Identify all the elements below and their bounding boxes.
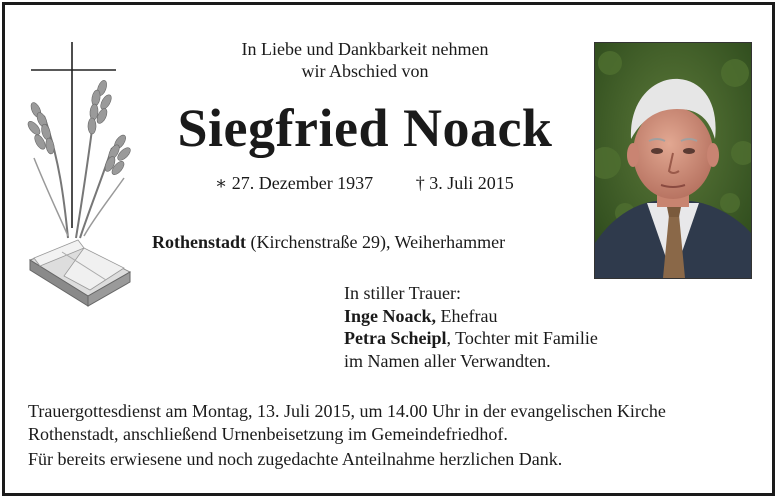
death-date: † 3. Juli 2015 [415,173,514,193]
town-name: Rothenstadt [152,232,247,252]
mourner-2 [344,327,598,350]
mourner-1-role: Ehefrau [436,305,498,326]
life-dates [215,173,514,194]
mourners-block [344,282,598,372]
deceased-name: Siegfried Noack [177,98,553,158]
mourners-closing: im Namen aller Verwandten. [344,350,551,371]
footer-line-1: Trauergottesdienst am Montag, 13. Juli 2015, um 14.00 Uhr in der evangelischen Kirche [28,401,666,421]
mourner-2-name: Petra Scheipl [344,328,447,348]
intro-line-1: In Liebe und Dankbarkeit nehmen [241,39,489,59]
portrait-photo [594,42,752,279]
mourners-heading: In stiller Trauer: [344,283,461,303]
footer-text [28,400,666,471]
intro-line-2: wir Abschied von [301,61,429,81]
mourner-1-name: Inge Noack, [344,305,437,326]
footer-line-3: Für bereits erwiesene und noch zugedachte Anteilnahme herzlichen Dank. [28,449,563,469]
mourner-2-role: , Tochter mit Familie [446,328,598,348]
mourner-1 [344,305,598,328]
birth-date: ∗ 27. Dezember 1937 [215,173,374,193]
footer-line-2: Rothenstadt, anschließend Urnenbeisetzung im Gemeindefriedhof. [28,424,508,444]
address-rest: (Kirchenstraße 29), Weiherhammer [246,232,506,252]
address-line [152,232,505,253]
cross-wheat-book-icon [24,38,142,310]
intro-text [200,38,530,82]
